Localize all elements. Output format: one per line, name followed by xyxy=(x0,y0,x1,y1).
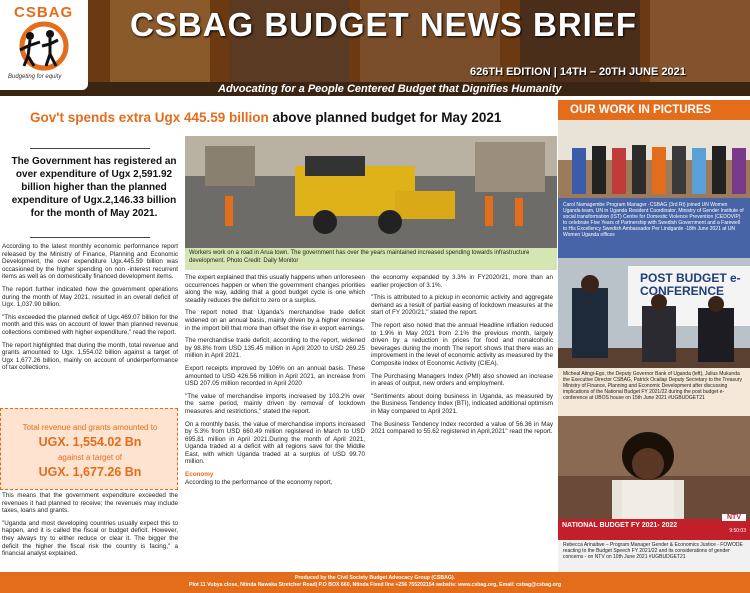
economy-heading: Economy xyxy=(185,471,214,479)
paragraph: "Sentiments about doing business in Uganda, as measured by the Business Tendency Index (BTI), indicated additional optimism in May compared to April 2021. xyxy=(371,392,553,415)
headline-black: above planned budget for May 2021 xyxy=(268,110,502,125)
paragraph: The merchandise trade deficit, according to the report, widened by 98.8% from USD 135.45 million in April 2020 to USD 269.25 million in April 2021. xyxy=(185,337,365,360)
un-women-group-photo xyxy=(558,120,750,198)
paragraph: "The value of merchandise imports increased by 103.2% over the same period, mainly driven by removal of lockdown measures and restrictions," stated the report. xyxy=(185,392,365,415)
edition-label: 626TH EDITION | 14TH – 20TH JUNE 2021 xyxy=(470,66,686,78)
article-lead: The Government has registered an over expenditure of Ugx 2,591.92 billion higher than the planned expenditure of Ugx.2,146.33 billion for the month of May 2021. xyxy=(11,156,177,219)
paragraph: the economy expanded by 3.3% in FY2020/21, more than an earlier projection of 3.1%. xyxy=(371,274,553,289)
footer-line-1: Produced by the Civil Society Budget Advocacy Group (CSBAG). xyxy=(294,575,456,581)
highlight-line: Total revenue and grants amounted to xyxy=(22,423,158,432)
revenue-highlight-box xyxy=(0,408,178,490)
road-works-photo xyxy=(185,136,557,248)
photo-caption-un-women: Carol Namagembe Program Manager -CSBAG (3rd Rt) joined UN Women Uganda team, UN in Uganda Resident Coordinator, Ministry of Gender Institute of social transformation (IST) Centre for Domestic Violence Prevention (CEDOVIP) to celebrate Five Years of Partnership with Swedish Government and a Farewell to His Excellency Swedish Ambassador Per Lindgarde -18th June 2021 at UN Women Uganda offices xyxy=(558,198,750,258)
article-headline xyxy=(30,110,501,125)
photo-caption-ntv: Rebecca Arinaitwe – Program Manager Gender & Economics Justice - FOWODE reacting to the Budget Speech FY 2021/22 and its considerations of gender concerns - on NTV on 10th June 2021 #UGBUDGET21 xyxy=(558,540,750,572)
post-budget-conference-photo xyxy=(558,258,750,368)
logo-tagline: Budgeting for equity xyxy=(8,74,62,80)
highlight-amount: UGX. 1,677.26 Bn xyxy=(38,465,142,479)
csbag-logo[interactable] xyxy=(0,0,88,90)
paragraph: On a monthly basis, the value of merchandise imports increased by 5.3% from USD 660.49 million registered in March to USD 695.81 million in April 2021.During the month of April 2021, Uganda traded at a deficit with all regions save for the Middle East, with which Uganda traded at a surplus of USD 99.70 million. xyxy=(185,420,365,466)
road-photo-illustration xyxy=(185,136,557,248)
paragraph: According to the performance of the economy report, xyxy=(185,478,333,486)
tv-lower-third: NATIONAL BUDGET FY 2021- 2022 xyxy=(562,522,678,529)
divider xyxy=(30,237,150,238)
paragraph: The Business Tendency Index recorded a value of 56.36 in May 2021 compared to 55.62 registered in April,2021" read the report. xyxy=(371,420,553,436)
paragraph: "Uganda and most developing countries usually expect this to happen, and it is called the fiscal or budget deficit. However, they always try to either reduce or clear it. The bigger the deficit the higher the fiscal risk the country is facing," a financial analyst explained. xyxy=(2,519,178,558)
road-photo-caption: Workers work on a road in Arua town. The government has over the years maintained increased spending towards infrastructure development. Photo Credit: Daily Monitor xyxy=(185,248,557,270)
paragraph: The report also noted that the annual Headline inflation reduced to 1.9% in May 2021 from 2.1% the previous month, largely driven by a reduction in prices for food and nonalcoholic beverages during the month The report shows that there was an improvement in the level of economic activity as measured by the Composite Index of Economic Activity (CIEA). xyxy=(371,321,553,367)
logo-figures-icon xyxy=(10,20,78,72)
sidebar-heading: OUR WORK IN PICTURES xyxy=(558,100,750,120)
ntv-broadcast-photo xyxy=(558,416,750,540)
paragraph: The expert explained that this usually happens when unforeseen occurrences happen or when the government changes priorities along the way, adding that a good budget cycle is one which steadily reduces the deficit to zero or a surplus. xyxy=(185,274,365,304)
newsletter-title: CSBAG BUDGET NEWS BRIEF xyxy=(130,6,638,43)
tagline: Advocating for a People Centered Budget that Dignifies Humanity xyxy=(218,83,562,95)
paragraph: The report noted that Uganda's merchandise trade deficit widened on an annual basis, mainly driven by a higher increase in the import bill that more than offset the rise in export earnings. xyxy=(185,309,365,332)
paragraph: The Purchasing Managers Index (PMI) also showed an increase in areas of output, new orders and employment. xyxy=(371,372,553,388)
highlight-amount: UGX. 1,554.02 Bn xyxy=(38,435,142,449)
masthead xyxy=(0,0,750,96)
highlight-line: against a target of xyxy=(57,453,123,462)
column-3 xyxy=(371,274,553,441)
ntv-logo: NTV xyxy=(722,514,746,521)
paragraph: The report further indicated how the government operations during the month of May 2021, resulted in an overall deficit of Ugx. 1,037.90 billion. xyxy=(2,285,178,309)
footer xyxy=(0,572,750,593)
paragraph: Export receipts improved by 106% on an annual basis. These amounted to USD 426.56 million in April 2021, an increase from USD 207.05 million recorded in April 2020 xyxy=(185,364,365,388)
column-2 xyxy=(185,274,365,486)
paragraph: According to the latest monthly economic performance report released by the Ministry of Finance, Planning and Economic Development, the over expenditure Ugx.445.59 billion was occasioned by the higher spending on non -interest recurrent items as well as on domestically financed development items. xyxy=(2,243,178,281)
paragraph: "This is attributed to a pickup in economic activity and aggregate demand as a result of partial easing of lockdown measures at the start of FY 2020/21," stated the report. xyxy=(371,294,553,317)
paragraph: The report highlighted that during the month, total revenue and grants amounted to Ugx. 1,554.02 billion against a target of Ugx 1,677.26 billion, mainly on account of underperformance of tax collections. xyxy=(2,341,178,372)
footer-contact[interactable]: Plot 11 Vubya close, Ntinda Nawaka Stretcher Road| P.O BOX 660, Ntinda Fixed line +256 755202154 website: www.csbag.org, Email: csbag@csbag.org xyxy=(188,582,562,588)
column-1 xyxy=(2,243,178,377)
column-1-continued xyxy=(2,492,178,563)
tv-clock: 9:50:03 xyxy=(729,528,746,534)
paragraph: This means that the government expenditure exceeded the revenues it had planned to receive; the revenues may include taxes, loans and grants. xyxy=(2,492,178,515)
group-photo-illustration xyxy=(558,120,750,198)
logo-text: CSBAG xyxy=(14,4,74,21)
headline-orange: Gov't spends extra Ugx 445.59 billion xyxy=(30,110,269,125)
divider xyxy=(30,148,150,149)
conference-banner: POST BUDGET e-CONFERENCE xyxy=(640,271,741,298)
paragraph: "This exceeded the planned deficit of Ugx.469.07 billion for the month and this was on account of lower than planned revenue collections combined with higher expenditure," read the report. xyxy=(2,313,178,336)
photo-caption-conference: Micheal Atingi-Ego, the Deputy Governor Bank of Uganda (left), Julius Mukunda the Executive Director CSBAG, Patrick Ocailap Deputy Secretary to the Treasury Ministry of Finance, Planning and Economic Development after discussing implications of the National Budget FY 2021/22 during the post budget e-conference at UBOS house on 15th June 2021 #UGBUDGET21 xyxy=(558,368,750,416)
